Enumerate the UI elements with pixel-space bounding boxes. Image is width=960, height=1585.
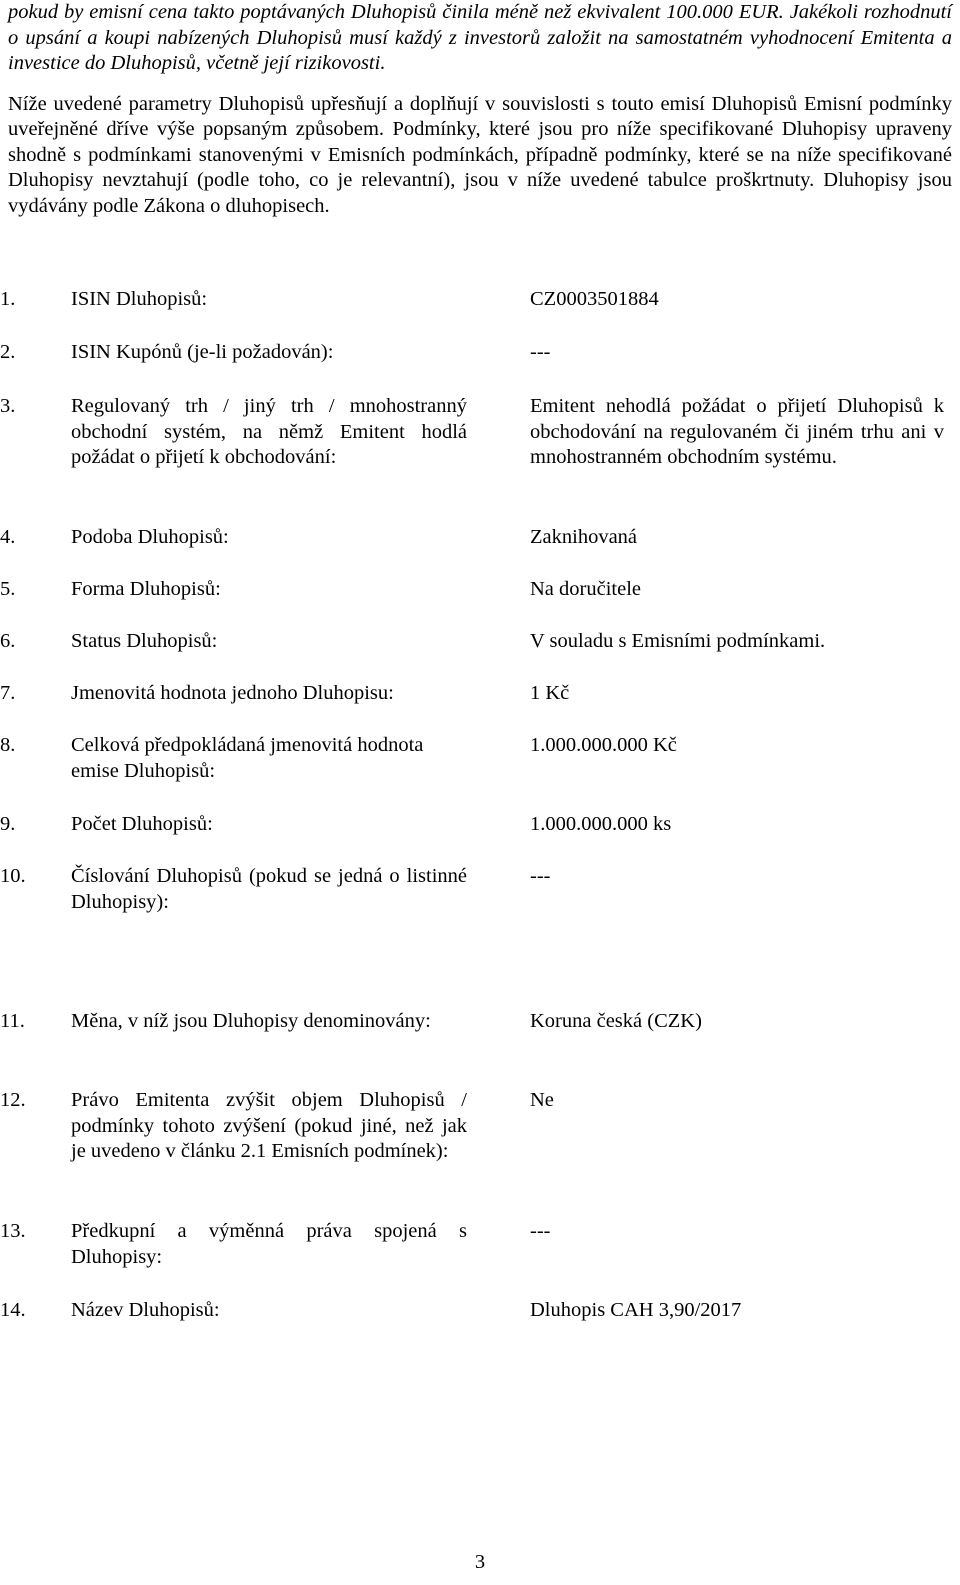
param-label: Předkupní a výměnná práva spojená s Dluhopisy: [71,1220,467,1268]
param-label: Jmenovitá hodnota jednoho Dluhopisu: [71,682,394,704]
param-number: 9. [0,813,16,835]
param-number: 4. [0,526,16,548]
param-label: Podoba Dluhopisů: [71,526,229,548]
param-label: Právo Emitenta zvýšit objem Dluhopisů / podmínky tohoto zvýšení (pokud jiné, než jak je uvedeno v článku 2.1 Emisních podmínek): [71,1089,467,1162]
param-number: 10. [0,865,26,887]
param-label: Regulovaný trh / jiný trh / mnohostranný obchodní systém, na němž Emitent hodlá požádat o přijetí k obchodování: [71,395,467,468]
param-value: Na doručitele [530,578,641,600]
param-value: --- [530,341,551,363]
param-value: Koruna česká (CZK) [530,1010,702,1032]
param-value: CZ0003501884 [530,288,659,310]
param-value: Dluhopis CAH 3,90/2017 [530,1299,742,1321]
param-number: 14. [0,1299,26,1321]
param-number: 5. [0,578,16,600]
param-value: 1 Kč [530,682,570,704]
param-number: 3. [0,395,16,417]
param-label: Status Dluhopisů: [71,630,218,652]
param-number: 6. [0,630,16,652]
parameters-paragraph: Níže uvedené parametry Dluhopisů upřesňují a doplňují v souvislosti s touto emisí Dluhopisů Emisní podmínky uveřejněné dříve výše popsaným způsobem. Podmínky, které jsou pro níže specifikované Dluhopisy upraveny shodně s podmínkami stanovenými v Emisních podmínkách, případně podmínky, které se na níže specifikované Dluhopisy nevztahují (podle toho, co je relevantní), jsou v níže uvedené tabulce proškrtnuty. Dluhopisy jsou vydávány podle Zákona o dluhopisech. [8,92,952,217]
param-number: 12. [0,1089,26,1111]
page-number: 3 [474,1551,486,1573]
param-number: 8. [0,734,16,756]
param-number: 1. [0,288,16,310]
param-value: --- [530,1220,551,1242]
param-value: 1.000.000.000 Kč [530,734,677,756]
param-value: 1.000.000.000 ks [530,813,672,835]
param-label: Počet Dluhopisů: [71,813,213,835]
param-number: 7. [0,682,16,704]
param-number: 2. [0,341,16,363]
param-label: Měna, v níž jsou Dluhopisy denominovány: [71,1010,431,1032]
document-page [8,0,952,219]
param-value: Zaknihovaná [530,526,638,548]
param-number: 11. [0,1010,25,1032]
param-label: ISIN Kupónů (je-li požadován): [71,341,334,363]
param-label: Číslování Dluhopisů (pokud se jedná o listinné Dluhopisy): [71,865,467,913]
param-value: Emitent nehodlá požádat o přijetí Dluhopisů k obchodování na regulovaném či jiném trhu ani v mnohostranném obchodním systému. [530,395,944,468]
intro-paragraph: pokud by emisní cena takto poptávaných Dluhopisů činila méně než ekvivalent 100.000 EUR. Jakékoli rozhodnutí o upsání a koupi nabízených Dluhopisů musí každý z investorů založit na samostatném vyhodnocení Emitenta a investice do Dluhopisů, včetně její rizikovosti. [8,1,952,74]
param-value: V souladu s Emisními podmínkami. [530,630,826,652]
param-number: 13. [0,1220,26,1242]
param-label: Název Dluhopisů: [71,1299,220,1321]
param-value: --- [530,865,551,887]
param-label: ISIN Dluhopisů: [71,288,208,310]
param-label: Forma Dluhopisů: [71,578,221,600]
param-value: Ne [530,1089,554,1111]
param-label: Celková předpokládaná jmenovitá hodnota emise Dluhopisů: [71,734,424,782]
